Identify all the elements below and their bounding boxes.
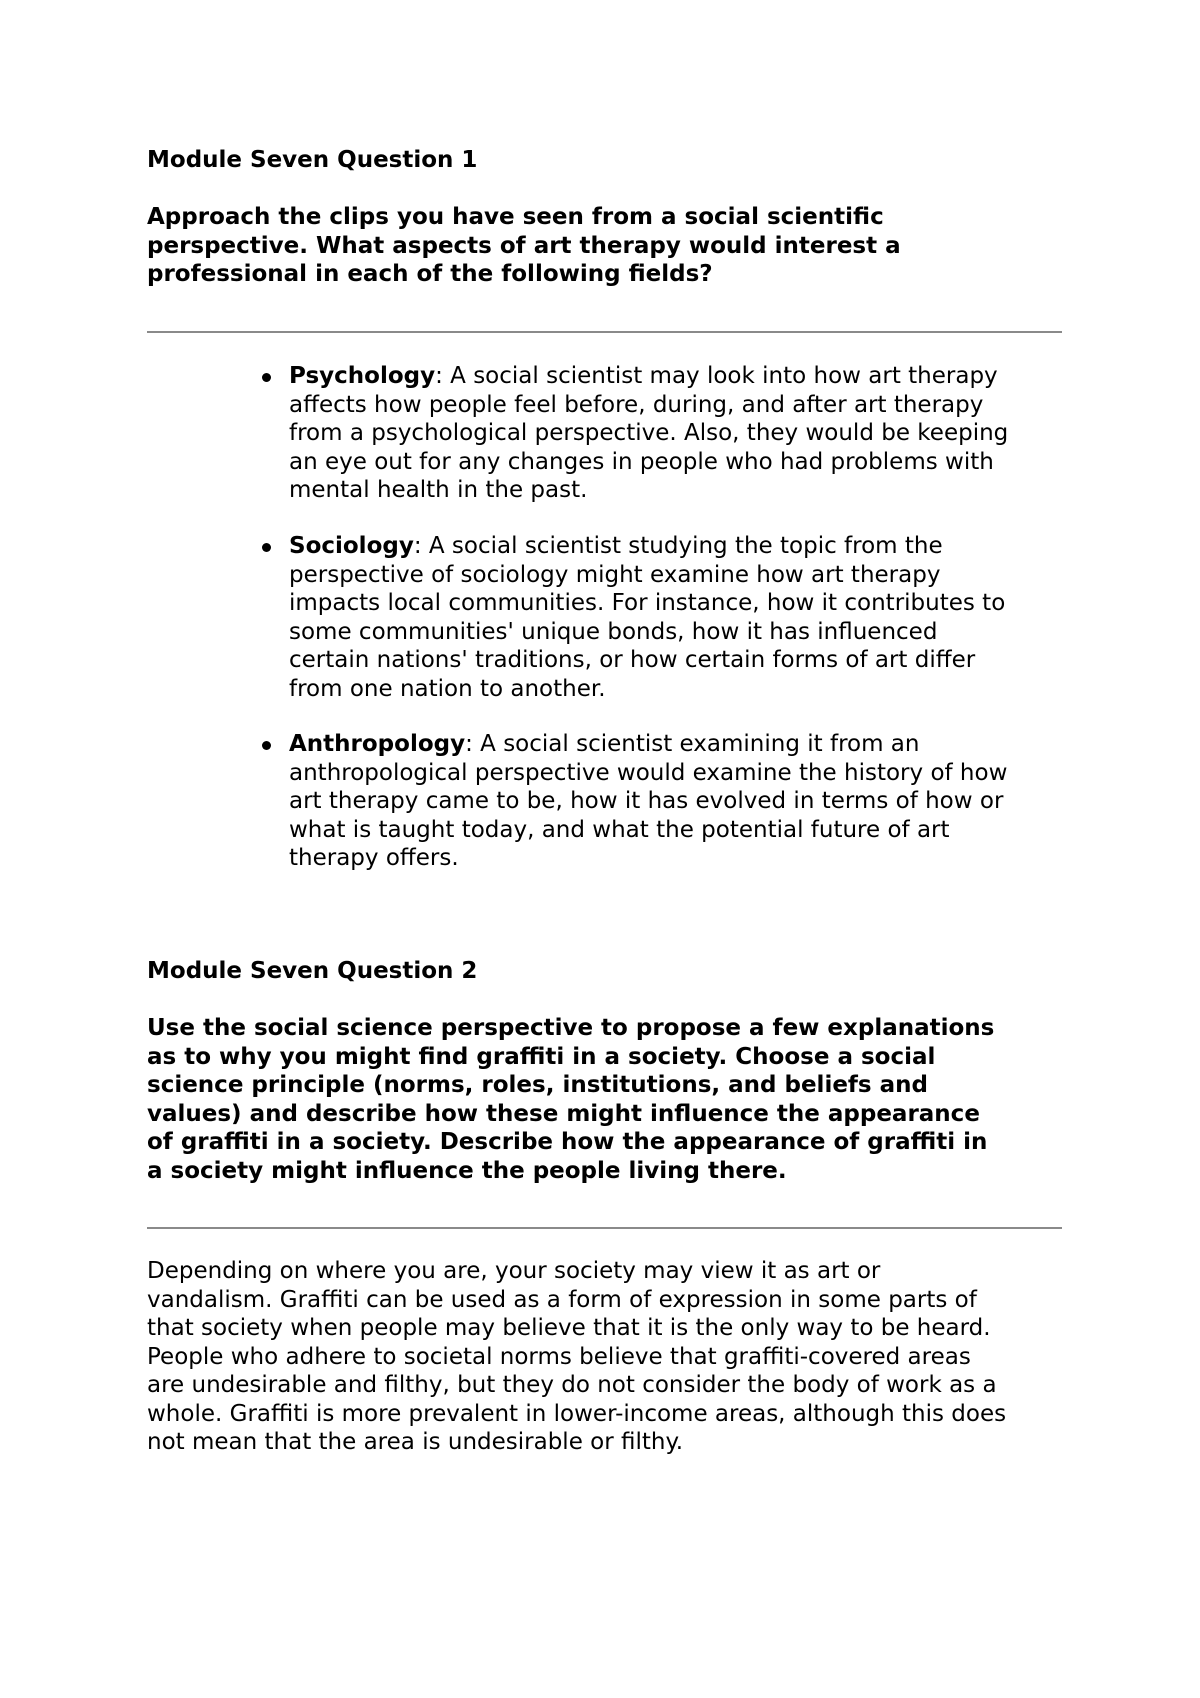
answer-line: vandalism. Graffiti can be used as a form of expression in some parts of (147, 1286, 977, 1313)
divider-line (147, 331, 1062, 333)
field-description: : A social scientist examining it from an (465, 731, 920, 757)
answer-line: Depending on where you are, your society may view it as art or (147, 1258, 881, 1284)
field-description: impacts local communities. For instance, how it contributes to (289, 590, 1006, 616)
answer-line: whole. Graffiti is more prevalent in lower-income areas, although this does (147, 1400, 1007, 1427)
question-1-heading: Module Seven Question 1 (147, 147, 478, 173)
prompt-line: professional in each of the following fields? (147, 261, 713, 287)
field-term: Anthropology (289, 731, 466, 757)
prompt-line: science principle (norms, roles, institutions, and beliefs and (147, 1072, 928, 1098)
field-psychology-text (289, 362, 1008, 505)
prompt-line: of graffiti in a society. Describe how the appearance of graffiti in (147, 1129, 988, 1155)
field-description: therapy offers. (289, 845, 459, 871)
field-description: some communities' unique bonds, how it has influenced (289, 618, 938, 645)
field-term: Sociology (289, 533, 414, 559)
answer-line: People who adhere to societal norms believe that graffiti-covered areas (147, 1343, 971, 1370)
field-description: : A social scientist may look into how art therapy (435, 363, 998, 389)
prompt-line: values) and describe how these might influence the appearance (147, 1100, 980, 1127)
divider-line (147, 1227, 1062, 1229)
field-description: anthropological perspective would examine the history of how (289, 759, 1008, 786)
bullet-icon (262, 741, 271, 750)
field-term: Psychology (289, 363, 436, 389)
field-anthropology-text (289, 730, 1007, 873)
bullet-icon (262, 373, 271, 382)
answer-line: are undesirable and filthy, but they do not consider the body of work as a (147, 1372, 997, 1398)
field-description: art therapy came to be, how it has evolved in terms of how or (289, 788, 1004, 814)
answer-line: that society when people may believe that it is the only way to be heard. (147, 1315, 991, 1341)
bullet-icon (262, 543, 271, 552)
field-sociology-text (289, 532, 1005, 703)
question-1-prompt (147, 203, 1062, 289)
question-2-heading: Module Seven Question 2 (147, 958, 478, 984)
field-description: perspective of sociology might examine how art therapy (289, 561, 941, 588)
field-description: certain nations' traditions, or how certain forms of art differ (289, 647, 976, 673)
field-description: : A social scientist studying the topic from the (413, 533, 943, 559)
field-description: mental health in the past. (289, 477, 588, 503)
prompt-line: Use the social science perspective to propose a few explanations (147, 1015, 995, 1041)
answer-line: not mean that the area is undesirable or filthy. (147, 1429, 684, 1455)
field-description: from one nation to another. (289, 675, 606, 702)
field-description: from a psychological perspective. Also, they would be keeping (289, 420, 1009, 446)
prompt-line: Approach the clips you have seen from a social scientific (147, 204, 884, 230)
field-description: an eye out for any changes in people who had problems with (289, 448, 994, 475)
question-2-answer (147, 1257, 1006, 1457)
prompt-line: perspective. What aspects of art therapy would interest a (147, 232, 901, 259)
prompt-line: a society might influence the people living there. (147, 1157, 787, 1184)
field-description: affects how people feel before, during, and after art therapy (289, 391, 984, 418)
prompt-line: as to why you might find graffiti in a society. Choose a social (147, 1043, 936, 1070)
field-description: what is taught today, and what the potential future of art (289, 816, 950, 843)
question-2-prompt (147, 1014, 1062, 1185)
